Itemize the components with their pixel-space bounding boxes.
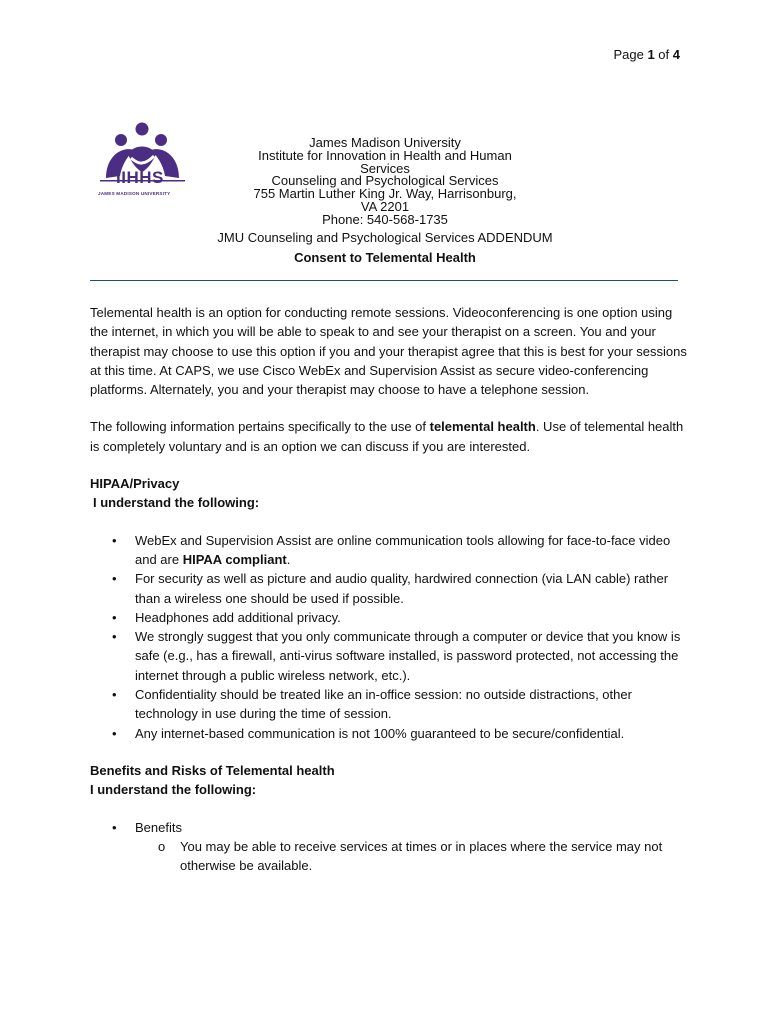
list-item: • Any internet-based communication is not 100% guaranteed to be secure/confidential. — [90, 724, 690, 743]
hipaa-list — [90, 531, 690, 743]
bullet-icon: • — [112, 629, 117, 645]
list-item: • Confidentiality should be treated like an in-office session: no outside distractions, other technology in use during the time of session. — [112, 687, 632, 722]
benefits-sublist — [90, 837, 690, 876]
header-institute-cont: Services — [360, 160, 410, 176]
header-divider — [90, 280, 678, 281]
bullet-icon: • — [112, 725, 117, 741]
bullet-icon: • — [112, 571, 117, 587]
header-university: James Madison University — [309, 135, 461, 150]
logo-subtext: JAMES MADISON UNIVERSITY — [98, 191, 171, 196]
header-department: Counseling and Psychological Services — [271, 173, 499, 189]
document-title: Consent to Telemental Health — [294, 249, 476, 265]
voluntary-paragraph: The following information pertains specifically to the use of telemental health. Use of telemental health is completely voluntary and is an option we can discuss if you are interested. — [90, 419, 684, 454]
logo-head-center — [136, 123, 149, 136]
header-phone: Phone: 540-568-1735 — [322, 211, 448, 227]
hipaa-heading: HIPAA/Privacy — [90, 476, 180, 492]
benefits-subheading: I understand the following: — [90, 782, 257, 798]
logo-head-left — [115, 134, 127, 146]
list-item: • WebEx and Supervision Assist are online communication tools allowing for face-to-face video and are HIPAA compliant. — [112, 532, 671, 567]
bullet-icon: • — [112, 532, 117, 548]
letterhead — [170, 137, 600, 265]
header-address: 755 Martin Luther King Jr. Way, Harrisonburg, — [253, 186, 517, 202]
logo-text: IIHHS — [116, 168, 164, 187]
list-item: • For security as well as picture and audio quality, hardwired connection (via LAN cable) rather than a wireless one should be used if possible. — [112, 571, 669, 606]
benefits-list — [90, 818, 690, 837]
list-item: • Headphones add additional privacy. — [90, 608, 690, 627]
list-item: • We strongly suggest that you only communicate through a computer or device that you know is safe (e.g., has a firewall, anti-virus software installed, is password protected, not accessing the internet through a public wireless network, etc.). — [112, 629, 681, 683]
intro-paragraph: Telemental health is an option for conducting remote sessions. Videoconferencing is one option using the internet, in which you will be able to speak to and see your therapist on a screen. You and your therapist may choose to use this option if you and your therapist agree that this is best for your sessions at this time. At CAPS, we use Cisco WebEx and Supervision Assist as secure video-conferencing platforms. Alternately, you and your therapist may choose to have a telephone session. — [90, 305, 687, 398]
bullet-icon: • — [112, 609, 117, 625]
header-address-cont: VA 2201 — [360, 198, 410, 214]
logo-head-right — [155, 134, 167, 146]
document-body — [90, 303, 690, 875]
list-item: o You may be able to receive services at times or in places where the service may not otherwise be available. — [158, 838, 663, 874]
header-institute: Institute for Innovation in Health and Human — [258, 147, 512, 163]
bullet-icon: • — [112, 687, 117, 703]
bullet-icon: • — [112, 819, 117, 835]
page-number: Page 1 of 4 — [613, 47, 680, 62]
list-item: • Benefits — [90, 818, 690, 837]
hipaa-subheading: I understand the following: — [93, 495, 260, 511]
circle-bullet-icon: o — [158, 838, 166, 854]
benefits-heading: Benefits and Risks of Telemental health — [90, 762, 335, 778]
header-addendum: JMU Counseling and Psychological Services ADDENDUM — [217, 229, 553, 245]
